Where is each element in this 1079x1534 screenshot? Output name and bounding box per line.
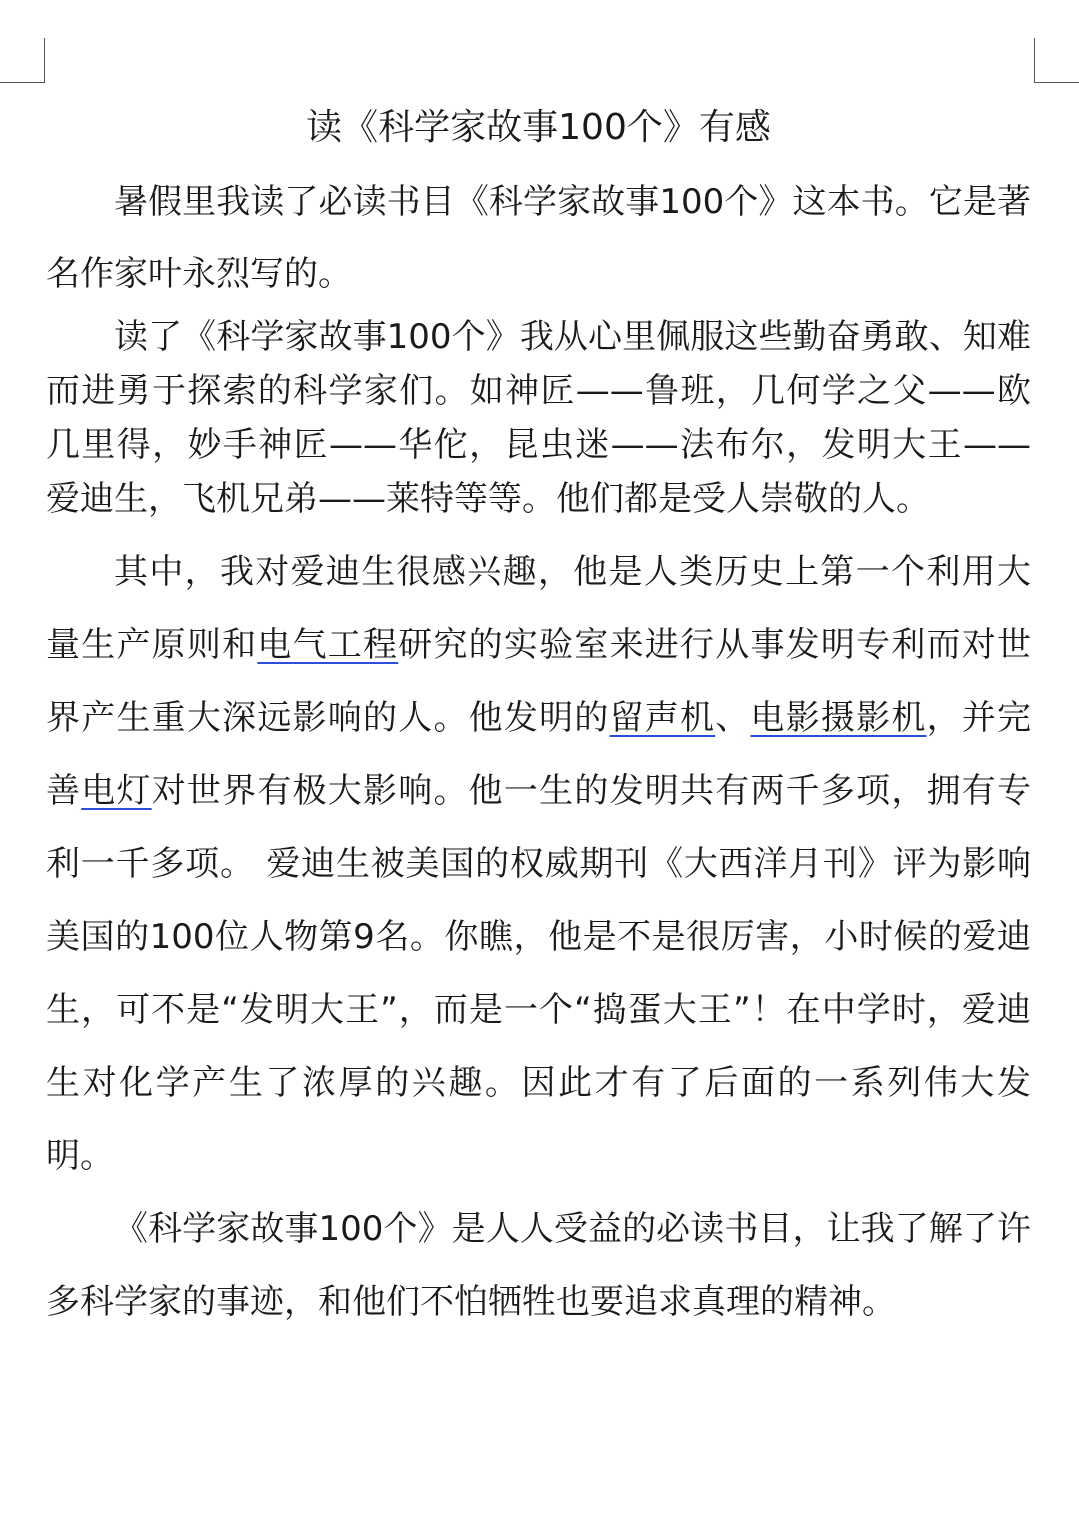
link-movie-camera[interactable]: 电影摄影机 [750,698,927,738]
link-phonograph[interactable]: 留声机 [609,698,716,738]
paragraph-2-text: 读了《科学家故事100个》我从心里佩服这些勤奋勇敢、知难而进勇于探索的科学家们。如神匠——鲁班，几何学之父——欧几里得，妙手神匠——华佗，昆虫迷——法布尔，发明大王——爱迪生，飞机兄弟——莱特等等。他们都是受人崇敬的人。 [46,317,1031,519]
paragraph-1-text: 暑假里我读了必读书目《科学家故事100个》这本书。它是著名作家叶永烈写的。 [46,182,1031,294]
link-electrical-engineering[interactable]: 电气工程 [257,625,399,665]
paragraph-3-text-3: 、 [715,698,751,738]
document-page [46,100,1031,1339]
paragraph-3-text-5: 对世界有极大影响。他一生的发明共有两千多项，拥有专利一千多项。 爱迪生被美国的权威期刊《大西洋月刊》评为影响美国的100位人物第9名。你瞧，他是不是很厉害，小时候的爱迪生，可不是“发明大王”，而是一个“捣蛋大王”！在中学时，爱迪生对化学产生了浓厚的兴趣。因此才有了后面的一系列伟大发明。 [46,771,1032,1176]
paragraph-3 [46,536,1031,1193]
paragraph-3-text-4: ，并完善 [46,698,1032,811]
paragraph-3-text-1: 其中，我对爱迪生很感兴趣，他是人类历史上第一个利用大量生产原则和 [46,552,1031,665]
document-title: 读《科学家故事100个》有感 [306,107,771,148]
paragraph-3-text-2: 研究的实验室来进行从事发明专利而对世界产生重大深远影响的人。他发明的 [46,625,1032,738]
paragraph-4 [46,1193,1031,1339]
link-electric-light[interactable]: 电灯 [81,771,152,811]
crop-mark-top-left [0,38,45,83]
paragraph-4-text: 《科学家故事100个》是人人受益的必读书目，让我了解了许多科学家的事迹，和他们不怕牺牲也要追求真理的精神。 [46,1209,1031,1322]
paragraph-1 [46,166,1031,310]
paragraph-2 [46,310,1031,526]
crop-mark-top-right [1034,38,1079,83]
